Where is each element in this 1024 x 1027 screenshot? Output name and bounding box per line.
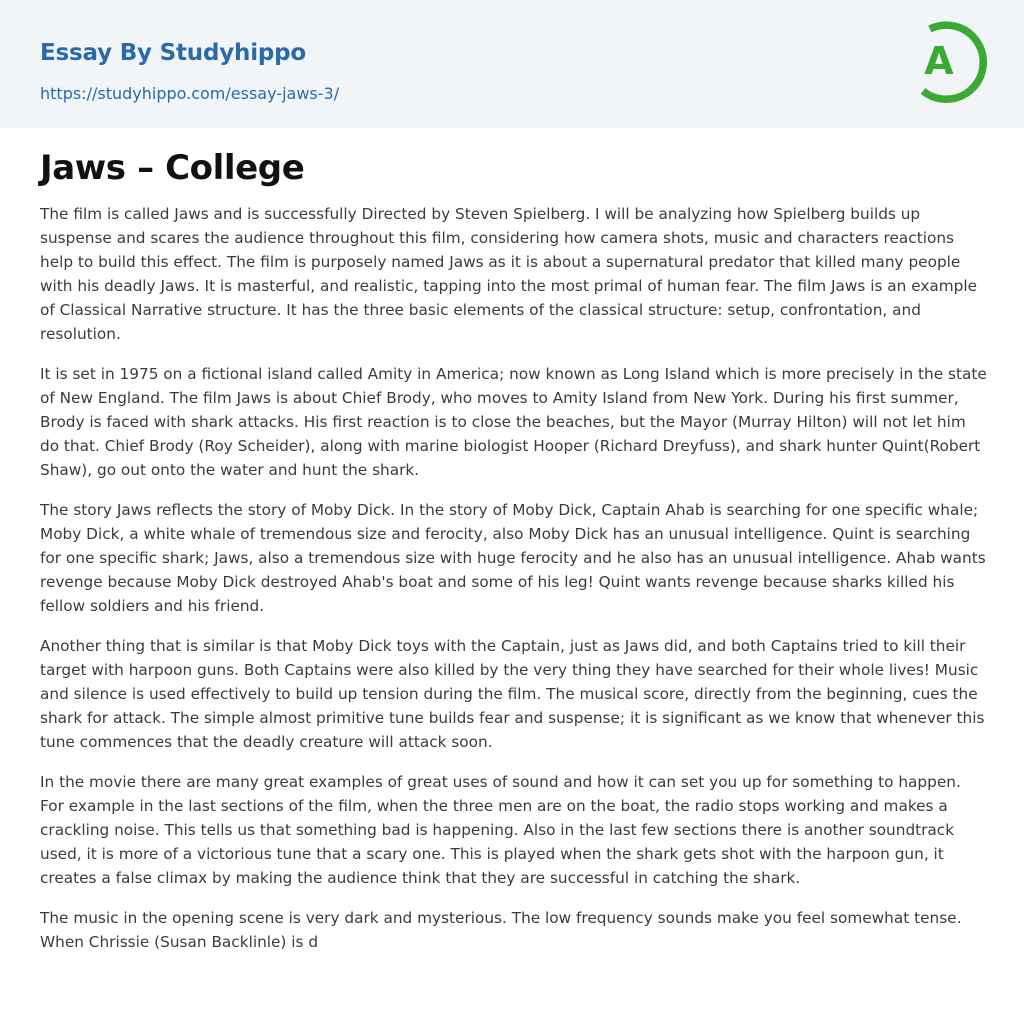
essay-paragraph-3: The story Jaws reflects the story of Moby Dick. In the story of Moby Dick, Captain Ahab is searching for one specific whale; Moby Dick, a white whale of tremendous size and ferocity, also Moby Dick has an unusual intelligence. Quint is searching for one specific shark; Jaws, also a tremendous size with huge ferocity and he also has an unusual intelligence. Ahab wants revenge because Moby Dick destroyed Ahab's boat and some of his leg! Quint wants revenge because sharks killed his fellow soldiers and his friend.	[40, 501, 986, 615]
page-title: Jaws – College	[40, 148, 305, 188]
brand-title: Essay By Studyhippo	[40, 40, 307, 66]
source-url-link[interactable]: https://studyhippo.com/essay-jaws-3/	[40, 84, 340, 103]
page-header	[0, 0, 1024, 128]
essay-content	[40, 142, 988, 970]
essay-paragraph-4: Another thing that is similar is that Moby Dick toys with the Captain, just as Jaws did, and both Captains tried to kill their target with harpoon guns. Both Captains were also killed by the very thing they have searched for their whole lives! Music and silence is used effectively to build up tension during the film. The musical score, directly from the beginning, cues the shark for attack. The simple almost primitive tune builds fear and suspense; it is significant as we know that whenever this tune commences that the deadly creature will attack soon.	[40, 637, 985, 751]
essay-paragraph-5: In the movie there are many great examples of great uses of sound and how it can set you up for something to happen. For example in the last sections of the film, when the three men are on the boat, the radio stops working and makes a crackling noise. This tells us that something bad is happening. Also in the last few sections there is another soundtrack used, it is more of a victorious tune that a scary one. This is played when the shark gets shot with the harpoon gun, it creates a false climax by making the audience think that they are successful in catching the shark.	[40, 773, 961, 887]
logo-letter: A	[924, 39, 954, 83]
studyhippo-a-logo-icon[interactable]	[910, 17, 990, 107]
essay-paragraph-2: It is set in 1975 on a fictional island called Amity in America; now known as Long Island which is more precisely in the state of New England. The film Jaws is about Chief Brody, who moves to Amity Island from New York. During his first summer, Brody is faced with shark attacks. His first reaction is to close the beaches, but the Mayor (Murray Hilton) will not let him do that. Chief Brody (Roy Scheider), along with marine biologist Hooper (Richard Dreyfuss), and shark hunter Quint(Robert Shaw), go out onto the water and hunt the shark.	[40, 365, 987, 479]
essay-paragraph-6: The music in the opening scene is very dark and mysterious. The low frequency sounds make you feel somewhat tense. When Chrissie (Susan Backlinle) is d	[40, 909, 962, 951]
essay-paragraph-1: The film is called Jaws and is successfully Directed by Steven Spielberg. I will be analyzing how Spielberg builds up suspense and scares the audience throughout this film, considering how camera shots, music and characters reactions help to build this effect. The film is purposely named Jaws as it is about a supernatural predator that killed many people with his deadly Jaws. It is masterful, and realistic, tapping into the most primal of human fear. The film Jaws is an example of Classical Narrative structure. It has the three basic elements of the classical structure: setup, confrontation, and resolution.	[40, 205, 978, 343]
